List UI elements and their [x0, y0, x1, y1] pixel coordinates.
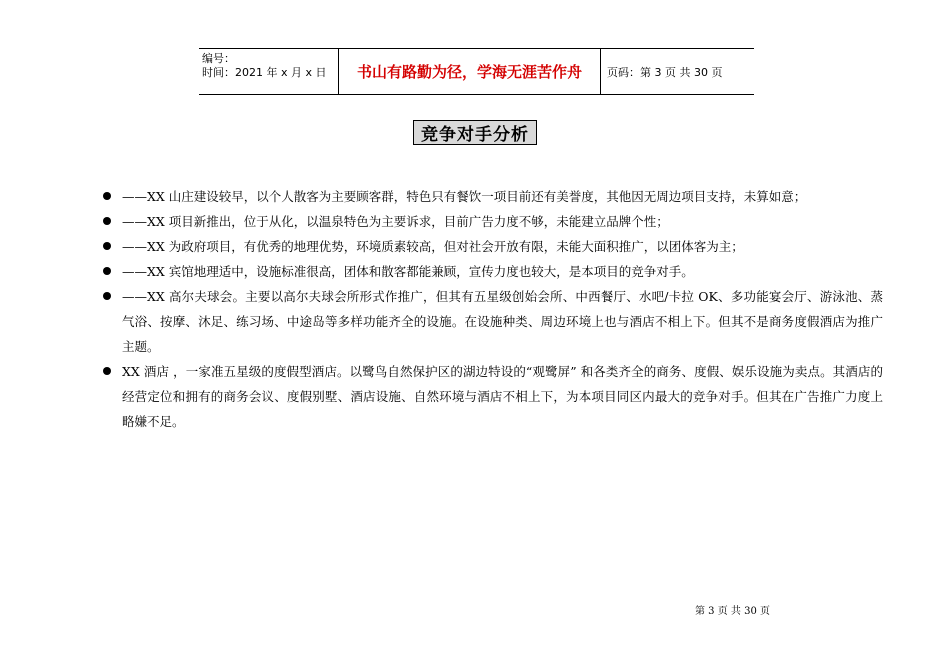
list-item	[103, 259, 883, 284]
list-item-text: XX 酒店 ，一家准五星级的度假型酒店。以鹭鸟自然保护区的湖边特设的“观鹭屏” 和各类齐全的商务、度假、娱乐设施为卖点。其酒店的经营定位和拥有的商务会议、度假别墅、酒店设施、自然环境与酒店不相上下，为本项目同区内最大的竞争对手。但其在广告推广力度上略嫌不足。	[122, 364, 883, 429]
bullet-icon	[103, 242, 111, 250]
page-header	[199, 48, 754, 95]
list-item-text: ——XX 为政府项目，有优秀的地理优势，环境质素较高，但对社会开放有限，未能大面积推广，以团体客为主；	[122, 239, 744, 254]
bullet-icon	[103, 367, 111, 375]
date-label: 时间：2021 年 x 月 x 日	[202, 66, 327, 79]
header-slogan: 书山有路勤为径，学海无涯苦作舟	[339, 49, 601, 94]
bullet-icon	[103, 267, 111, 275]
list-item	[103, 209, 883, 234]
header-meta-cell	[199, 49, 339, 94]
list-item-text: ——XX 高尔夫球会。主要以高尔夫球会所形式作推广，但其有五星级创始会所、中西餐厅、水吧/卡拉 OK、多功能宴会厅、游泳池、蒸气浴、按摩、沐足、练习场、中途岛等多样功能齐全的设施。在设施种类、周边环境上也与酒店不相上下。但其不是商务度假酒店为推广主题。	[122, 289, 883, 354]
page-footer: 第 3 页 共 30 页	[695, 606, 770, 617]
competitor-list	[103, 184, 883, 434]
list-item-text: ——XX 宾馆地理适中，设施标准很高，团体和散客都能兼顾，宣传力度也较大，是本项目的竞争对手。	[122, 264, 694, 279]
list-item	[103, 234, 883, 259]
header-page-info: 页码：第 3 页 共 30 页	[607, 65, 723, 79]
bullet-icon	[103, 292, 111, 300]
bullet-icon	[103, 217, 111, 225]
list-item-text: ——XX 项目新推出，位于从化，以温泉特色为主要诉求，目前广告力度不够，未能建立品牌个性；	[122, 214, 669, 229]
number-label: 编号：	[202, 52, 235, 65]
bullet-icon	[103, 192, 111, 200]
list-item	[103, 284, 883, 359]
list-item	[103, 359, 883, 434]
list-item	[103, 184, 883, 209]
list-item-text: ——XX 山庄建设较早，以个人散客为主要顾客群，特色只有餐饮一项目前还有美誉度，其他因无周边项目支持，未算如意；	[122, 189, 807, 204]
page-title: 竞争对手分析	[413, 120, 537, 145]
